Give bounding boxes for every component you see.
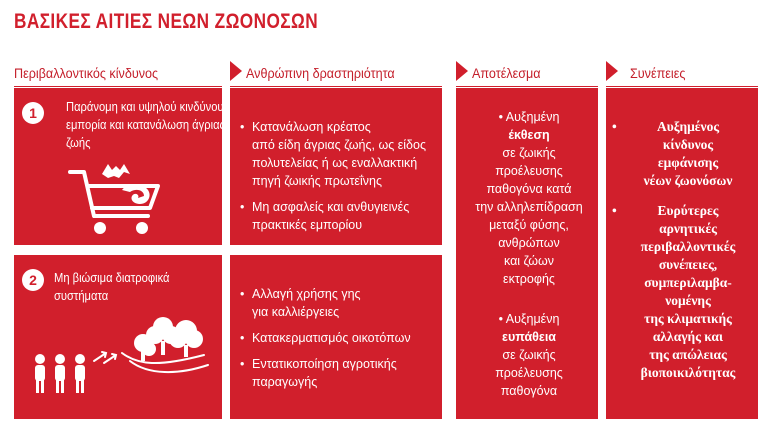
- header-underline: [230, 86, 442, 87]
- risk-label-line: συστήματα: [54, 288, 109, 303]
- activity-box-land-use: [230, 255, 442, 419]
- header-underline: [14, 86, 222, 87]
- consequence-item: • Ευρύτερες αρνητικές περιβαλλοντικές συνέπειες, συμπεριλαμβα- νομένης της κλιματικής αλλαγής και της απώλειας βιοποικιλότητας: [622, 202, 754, 382]
- risk-label-line: Μη βιώσιμα διατροφικά: [54, 270, 170, 285]
- header-underline: [606, 86, 758, 87]
- risk-label-line: ζωής: [66, 135, 91, 150]
- header-environmental-risk: Περιβαλλοντικός κίνδυνος: [14, 65, 159, 81]
- page-title: ΒΑΣΙΚΕΣ ΑΙΤΙΕΣ ΝΕΩΝ ΖΩΟΝΟΣΩΝ: [14, 10, 319, 33]
- risk-box-food-systems: [14, 255, 222, 419]
- risk-box-wildlife-trade: [14, 88, 225, 245]
- header-consequences: Συνέπειες: [630, 65, 686, 81]
- step-number-badge: 2: [22, 269, 44, 291]
- result-exposure: • Αυξημένη έκθεση σε ζωικής προέλευσης παθογόνα κατά την αλληλεπίδραση μεταξύ φύσης, ανθρώπων και ζώων εκτροφής: [475, 110, 583, 286]
- activity-bullet: • Αλλαγή χρήσης γης για καλλιέργειες: [240, 285, 440, 321]
- result-box: [456, 88, 598, 419]
- activity-bullet: • Μη ασφαλείς και ανθυγιεινές πρακτικές εμπορίου: [240, 198, 440, 234]
- header-result: Αποτέλεσμα: [472, 65, 541, 81]
- arrow-right-icon: [230, 61, 242, 81]
- consequence-item: • Αυξημένος κίνδυνος εμφάνισης νέων ζωονόσων: [622, 118, 754, 190]
- shopping-cart-icon: [64, 160, 174, 240]
- risk-label-line: εμπορία και κατανάλωση άγριας: [66, 117, 225, 132]
- result-susceptibility: • Αυξημένη ευπάθεια σε ζωικής προέλευσης παθογόνα: [495, 312, 563, 398]
- header-underline: [456, 86, 598, 87]
- step-number-badge: 1: [22, 102, 44, 124]
- consequences-box: [606, 88, 758, 419]
- arrow-right-icon: [606, 61, 618, 81]
- activity-bullet: • Κατανάλωση κρέατος από είδη άγριας ζωής, ως είδος πολυτελείας ή ως εναλλακτική πηγή ζωικής πρωτεΐνης: [240, 118, 440, 190]
- risk-label-line: Παράνομη και υψηλού κινδύνου: [66, 99, 224, 114]
- arrow-right-icon: [456, 61, 468, 81]
- bat-icon: [102, 164, 130, 178]
- people-and-trees-icon: [18, 305, 218, 415]
- header-human-activity: Ανθρώπινη δραστηριότητα: [246, 65, 395, 81]
- activity-bullet: • Κατακερματισμός οικοτόπων: [240, 329, 440, 347]
- activity-box-consumption: [230, 88, 442, 245]
- activity-bullet: • Εντατικοποίηση αγροτικής παραγωγής: [240, 355, 440, 391]
